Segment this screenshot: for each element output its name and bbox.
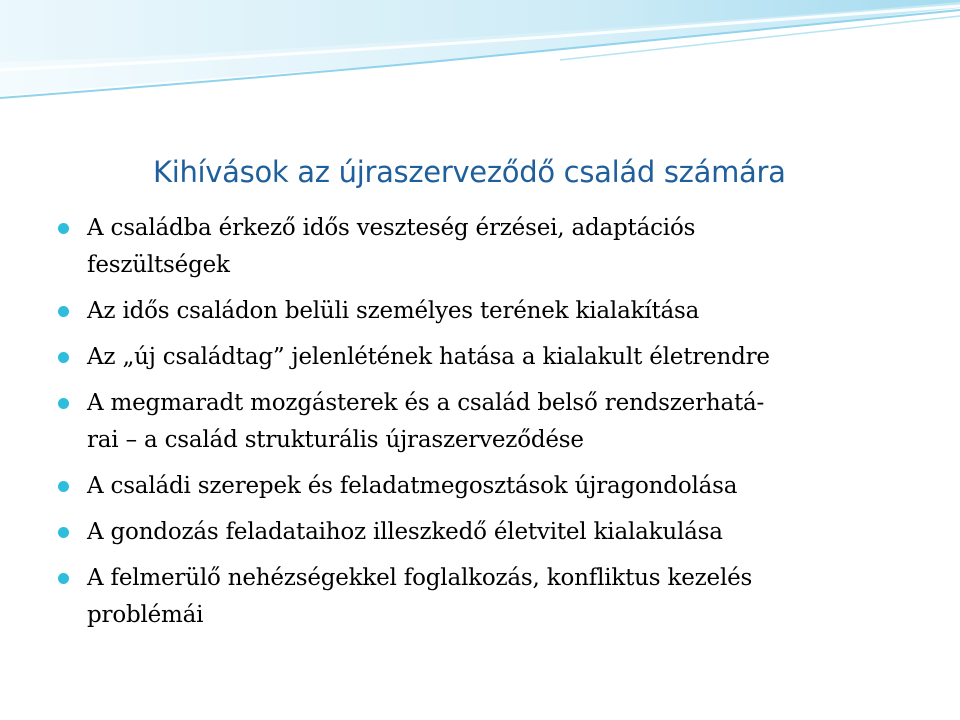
- bullet-text: A családba érkező idős veszteség érzései, adaptációs: [87, 215, 696, 241]
- bullet-text: A gondozás feladataihoz illeszkedő életvitel kialakulása: [87, 519, 723, 545]
- bullet-dot-icon: [58, 306, 69, 317]
- bullet-dot-icon: [58, 573, 69, 584]
- bullet-text: feszültségek: [87, 252, 230, 278]
- bullet-text: rai – a család strukturális újraszerveződése: [87, 427, 584, 453]
- bullet-dot-icon: [58, 223, 69, 234]
- bullet-text: A felmerülő nehézségekkel foglalkozás, konfliktus kezelés: [87, 565, 753, 591]
- bullet-item: [0, 385, 907, 459]
- bullet-dot-icon: [58, 481, 69, 492]
- bullet-item: [0, 468, 907, 505]
- bullet-item: [0, 339, 907, 376]
- slide-title: Kihívások az újraszerveződő család számára: [153, 155, 786, 189]
- bullet-list: [0, 210, 960, 643]
- bullet-item: [0, 514, 907, 551]
- bullet-text: A megmaradt mozgásterek és a család belső rendszerhatá-: [87, 390, 765, 416]
- bullet-item: [0, 560, 907, 634]
- bullet-dot-icon: [58, 527, 69, 538]
- bullet-item: [0, 210, 907, 284]
- bullet-text: A családi szerepek és feladatmegosztások újragondolása: [87, 473, 738, 499]
- header-wave-decoration: [0, 0, 960, 110]
- bullet-text: Az „új családtag” jelenlétének hatása a kialakult életrendre: [87, 344, 770, 370]
- bullet-dot-icon: [58, 352, 69, 363]
- bullet-text: problémái: [87, 602, 204, 628]
- bullet-text: Az idős családon belüli személyes terének kialakítása: [87, 298, 700, 324]
- bullet-dot-icon: [58, 398, 69, 409]
- bullet-item: [0, 293, 907, 330]
